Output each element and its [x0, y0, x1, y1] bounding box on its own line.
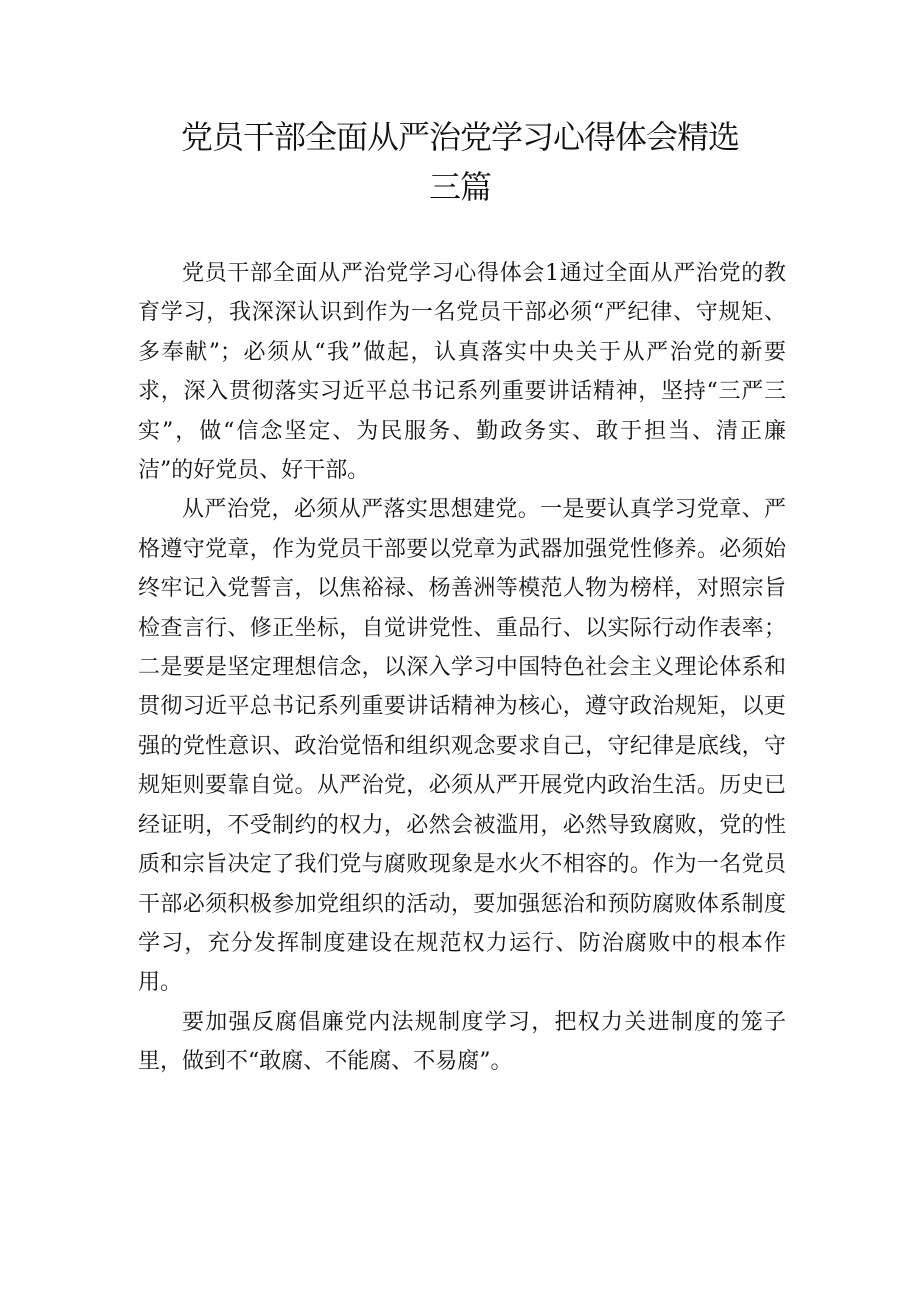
paragraph-2: 从严治党，必须从严落实思想建党。一是要认真学习党章、严格遵守党章，作为党员干部要以党章为武器加强党性修养。必须始终牢记入党誓言，以焦裕禄、杨善洲等模范人物为榜样，对照宗旨检查言行、修正坐标，自觉讲党性、重品行、以实际行动作表率；二是要是坚定理想信念，以深入学习中国特色社会主义理论体系和贯彻习近平总书记系列重要讲话精神为核心，遵守政治规矩，以更强的党性意识、政治觉悟和组织观念要求自己，守纪律是底线，守规矩则要靠自觉。从严治党，必须从严开展党内政治生活。历史已经证明，不受制约的权力，必然会被滥用，必然导致腐败，党的性质和宗旨决定了我们党与腐败现象是水火不相容的。作为一名党员干部必须积极参加党组织的活动，要加强惩治和预防腐败体系制度学习，充分发挥制度建设在规范权力运行、防治腐败中的根本作用。 — [138, 497, 786, 996]
document-title — [140, 112, 780, 212]
title-line-1: 党员干部全面从严治党学习心得体会精选 — [180, 118, 739, 156]
title-line-2: 三篇 — [428, 168, 491, 206]
document-body — [138, 254, 786, 1082]
paragraph-3: 要加强反腐倡廉党内法规制度学习，把权力关进制度的笼子里，做到不“敢腐、不能腐、不易腐”。 — [138, 1009, 786, 1075]
paragraph-1: 党员干部全面从严治党学习心得体会1通过全面从严治党的教育学习，我深深认识到作为一名党员干部必须“严纪律、守规矩、多奉献”；必须从“我”做起，认真落实中央关于从严治党的新要求，深入贯彻落实习近平总书记系列重要讲话精神，坚持“三严三实”，做“信念坚定、为民服务、勤政务实、敢于担当、清正廉洁”的好党员、好干部。 — [138, 261, 786, 484]
